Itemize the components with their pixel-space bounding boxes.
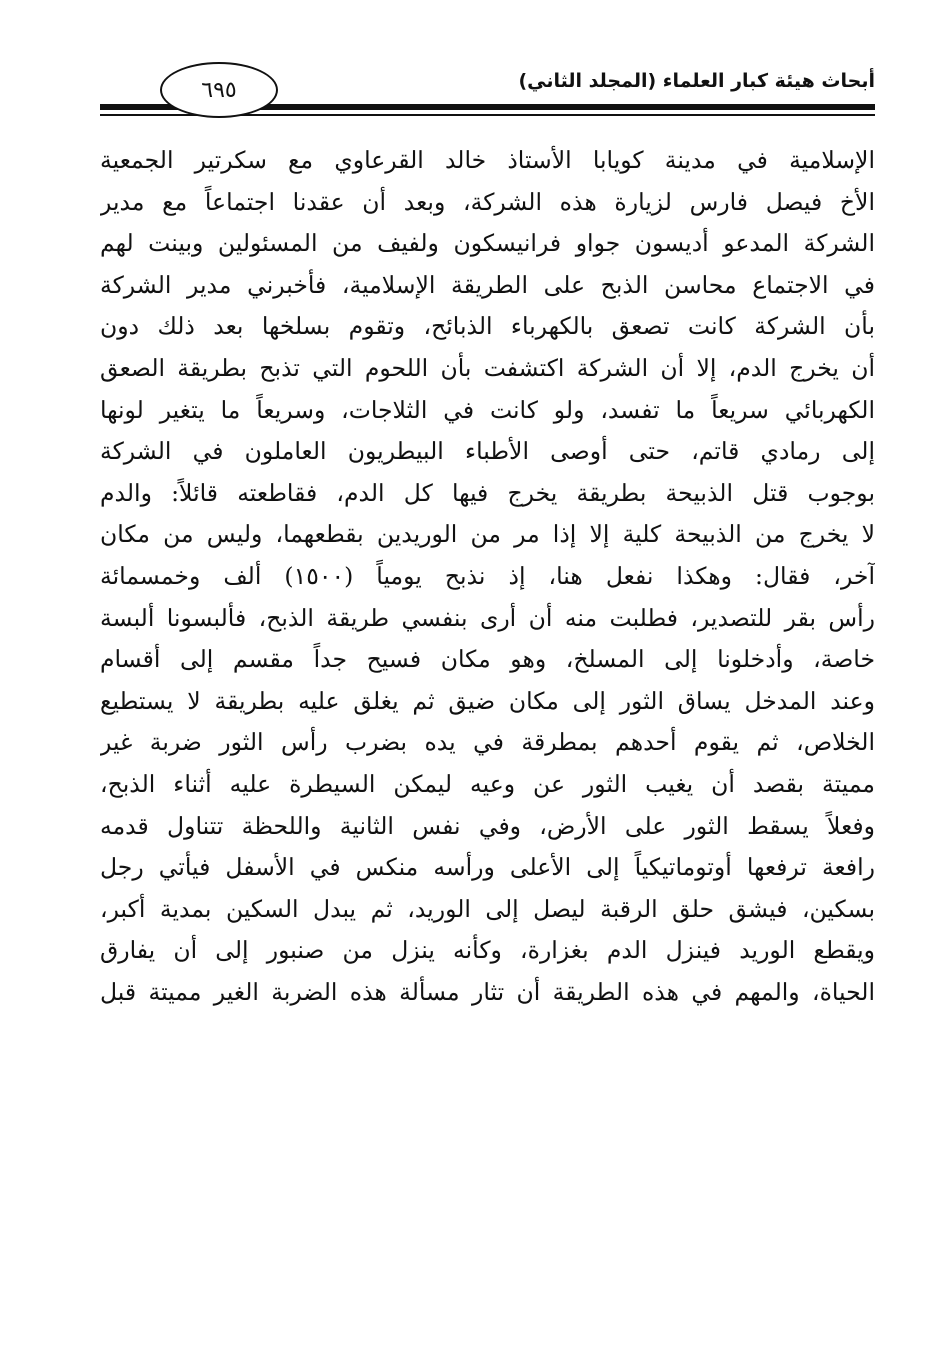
running-title: أبحاث هيئة كبار العلماء (المجلد الثاني) (518, 70, 875, 92)
page-number: ٦٩٥ (160, 62, 278, 118)
text-line: أن يخرج الدم، إلا أن الشركة اكتشفت بأن اللحوم التي تذبح بطريقة الصعق (100, 353, 875, 382)
text-line: لا يخرج من الذبيحة كلية إلا إذا مر من الوريدين بقطعهما، وليس من مكان (100, 520, 875, 549)
text-line: رافعة ترفعها أوتوماتيكياً إلى الأعلى ورأسه منكس في الأسفل فيأتي رجل (100, 853, 875, 882)
text-line: الشركة المدعو أديسون جواو فرانيسكون ولفيف من المسئولين وبينت لهم (100, 229, 875, 258)
text-line: إلى رمادي قاتم، حتى أوصى الأطباء البيطريون العاملون في الشركة (100, 437, 875, 466)
text-line: بسكين، فيشق حلق الرقبة ليصل إلى الوريد، ثم يبدل السكين بمدية أكبر، (100, 894, 875, 923)
text-line: وفعلاً يسقط الثور على الأرض، وفي نفس الثانية واللحظة تتناول قدمه (100, 811, 875, 840)
text-line: آخر، فقال: وهكذا نفعل هنا، إذ نذبح يومياً (١٥٠٠) ألف وخمسمائة (100, 561, 875, 590)
text-line: بوجوب قتل الذبيحة بطريقة يخرج فيها كل الدم، فقاطعته قائلاً: والدم (100, 478, 875, 507)
text-line: الأخ فيصل فارس لزيارة هذه الشركة، وبعد أن عقدنا اجتماعاً مع مدير (100, 187, 875, 216)
text-line: وعند المدخل يساق الثور إلى مكان ضيق ثم يغلق عليه بطريقة لا يستطيع (100, 686, 875, 715)
text-line: في الاجتماع محاسن الذبح على الطريقة الإسلامية، فأخبرني مدير الشركة (100, 270, 875, 299)
text-line: خاصة، وأدخلونا إلى المسلخ، وهو مكان فسيح جداً مقسم إلى أقسام (100, 645, 875, 674)
body-text (100, 140, 875, 1013)
text-line: مميتة بقصد أن يغيب الثور عن وعيه ليمكن السيطرة عليه أثناء الذبح، (100, 769, 875, 798)
text-line: الكهربائي سريعاً ما تفسد، ولو كانت في الثلاجات، وسريعاً ما يتغير لونها (100, 395, 875, 424)
text-line: الحياة، والمهم في هذه الطريقة أن تثار مسألة هذه الضربة الغير مميتة قبل (100, 977, 875, 1006)
text-line: بأن الشركة كانت تصعق بالكهرباء الذبائح، وتقوم بسلخها بعد ذلك دون (100, 312, 875, 341)
text-line: الخلاص، ثم يقوم أحدهم بمطرقة في يده بضرب رأس الثور ضربة غير (100, 728, 875, 757)
text-line: ويقطع الوريد فينزل الدم بغزارة، وكأنه ينزل من صنبور إلى أن يفارق (100, 936, 875, 965)
text-line: رأس بقر للتصدير، فطلبت منه أن أرى بنفسي طريقة الذبح، فألبسونا ألبسة (100, 603, 875, 632)
text-line: الإسلامية في مدينة كويابا الأستاذ خالد القرعاوي مع سكرتير الجمعية (100, 146, 875, 174)
